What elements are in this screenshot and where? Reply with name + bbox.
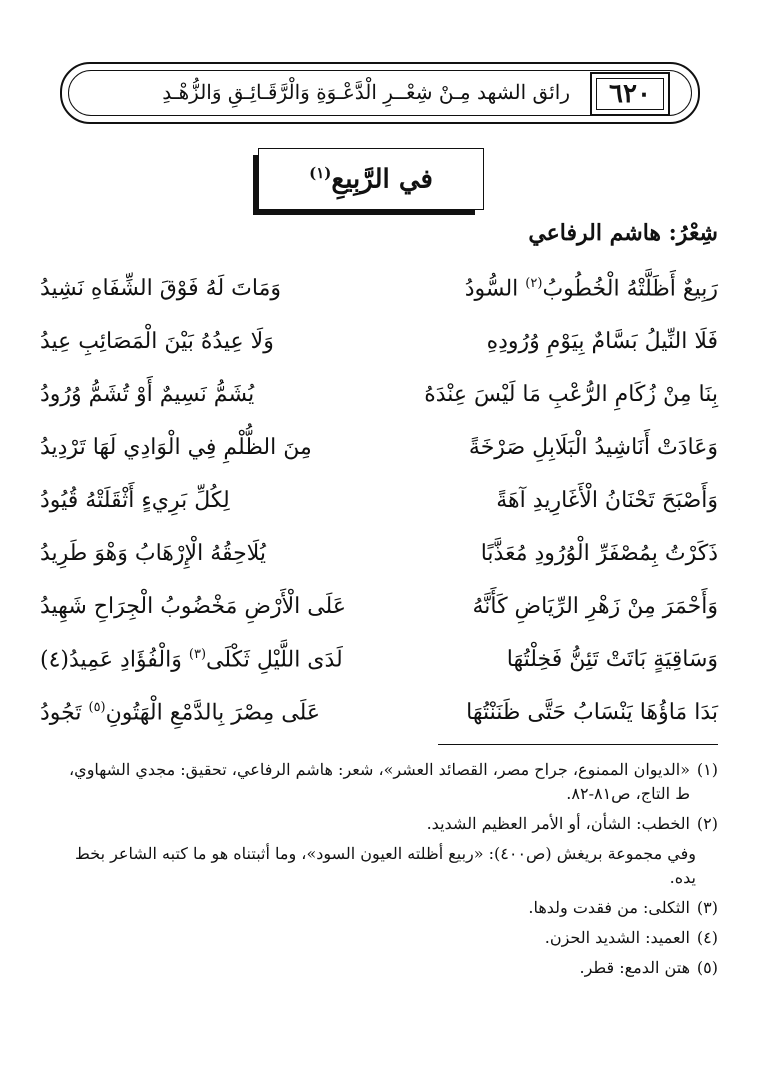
page-number: ٦٢٠: [609, 79, 651, 109]
first-hemistich: بِنَا مِنْ زُكَامِ الرُّعْبِ مَا لَيْسَ عِنْدَهُ: [424, 382, 718, 407]
footnote-number: (٢): [696, 814, 718, 833]
second-hemistich: عَلَى مِصْرَ بِالدَّمْعِ الْهَتُونِ$^{(٥)}$ تَجُودُ: [40, 699, 321, 726]
poem-author: شِعْرُ: هاشم الرفاعي: [528, 220, 718, 246]
first-hemistich: وَأَصْبَحَ تَحْنَانُ الْأَغَارِيدِ آهَةً: [496, 488, 718, 513]
verse-line: [40, 474, 718, 527]
verse-line: [40, 633, 718, 686]
footnote: [68, 926, 718, 950]
second-hemistich: مِنَ الظُّلْمِ فِي الْوَادِي لَهَا تَرْدِيدُ: [40, 435, 312, 460]
footnote-separator: [438, 744, 718, 745]
second-hemistich: لِكُلِّ بَرِيءٍ أَثْقَلَتْهُ قُيُودُ: [40, 488, 230, 513]
footnote-text: وفي مجموعة بريغش (ص٤٠٠): «ربيع أظلته العيون السود»، وما أثبتناه هو ما كتبه الشاعر بخط يده.: [75, 844, 696, 887]
footnote-number: (١): [696, 760, 718, 779]
second-hemistich: وَلَا عِيدُهُ بَيْنَ الْمَصَائِبِ عِيدُ: [40, 329, 274, 354]
first-hemistich: ذَكَرْتُ بِمُصْفَرِّ الْوُرُودِ مُعَذَّبًا: [480, 541, 718, 566]
first-hemistich: بَدَا مَاؤُهَا يَنْسَابُ حَتَّى ظَنَنْتُهَا: [466, 700, 718, 725]
poem: [40, 262, 718, 739]
frame-shadow-bottom: [253, 210, 475, 215]
second-hemistich: يُلَاحِقُهُ الْإِرْهَابُ وَهْوَ طَرِيدُ: [40, 541, 266, 566]
second-hemistich: يُشَمُّ نَسِيمٌ أَوْ تُشَمُّ وُرُودُ: [40, 382, 255, 407]
section-title: [309, 164, 433, 195]
footnote: [68, 896, 718, 920]
verse-line: [40, 262, 718, 315]
running-title: رائق الشهد مِـنْ شِعْــرِ الْدَّعْـوَةِ وَالْرَّقَـائِـقِ وَالزُّهْـدِ: [162, 80, 570, 104]
footnote-number: (٥): [696, 958, 718, 977]
verse-line: [40, 315, 718, 368]
section-footnote-ref: (١): [309, 163, 332, 182]
frame-shadow-side: [253, 155, 258, 215]
verse-line: [40, 527, 718, 580]
footnote: [68, 812, 718, 836]
first-hemistich: وَسَاقِيَةٍ بَاتَتْ تَئِنُّ فَخِلْتُهَا: [506, 647, 718, 672]
page-number-box: [590, 72, 670, 116]
footnote-text: «الديوان الممنوع، جراح مصر، القصائد العشر»، شعر: هاشم الرفاعي، تحقيق: مجدي الشهاوي، ط التاج، ص٨١-٨٢.: [69, 760, 690, 803]
verse-line: [40, 421, 718, 474]
first-hemistich: رَبِيعٌ أَظَلَّتْهُ الْخُطُوبُ$^{(٢)}$ السُّودُ: [464, 275, 718, 302]
second-hemistich: لَدَى اللَّيْلِ ثَكْلَى$^{(٣)}$ وَالْفُؤَادِ عَمِيدُ(٤): [40, 646, 343, 673]
footnote-text: هتن الدمع: قطر.: [579, 958, 690, 977]
first-hemistich: وَعَادَتْ أَنَاشِيدُ الْبَلَابِلِ صَرْخَةً: [468, 435, 718, 460]
footnote-ref: (٥): [88, 699, 106, 715]
running-header: [60, 62, 700, 124]
first-hemistich: وَأَحْمَرَ مِنْ زَهْرِ الرِّيَاضِ كَأَنَّهُ: [472, 594, 718, 619]
verse-line: [40, 580, 718, 633]
footnote: [68, 842, 718, 890]
footnote-number: (٤): [696, 928, 718, 947]
second-hemistich: عَلَى الْأَرْضِ مَخْضُوبُ الْجِرَاحِ شَهِيدُ: [40, 594, 346, 619]
second-hemistich: وَمَاتَ لَهُ فَوْقَ الشِّفَاهِ نَشِيدُ: [40, 276, 281, 301]
first-hemistich: فَلَا النِّيلُ بَسَّامٌ بِيَوْمِ وُرُودِهِ: [486, 329, 718, 354]
verse-line: [40, 368, 718, 421]
section-title-frame: [258, 148, 484, 210]
footnote-ref: (٣): [188, 646, 207, 662]
footnote-text: الثكلى: من فقدت ولدها.: [528, 898, 690, 917]
footnote-text: العميد: الشديد الحزن.: [544, 928, 690, 947]
footnote-ref: (٢): [525, 275, 543, 291]
footnote: [68, 956, 718, 980]
footnote-number: (٣): [696, 898, 718, 917]
footnote: [68, 758, 718, 806]
footnote-text: الخطب: الشأن، أو الأمر العظيم الشديد.: [426, 814, 690, 833]
footnotes: [68, 758, 718, 986]
section-title-text: في الرَّبِيعِ: [331, 164, 433, 195]
verse-line: [40, 686, 718, 739]
